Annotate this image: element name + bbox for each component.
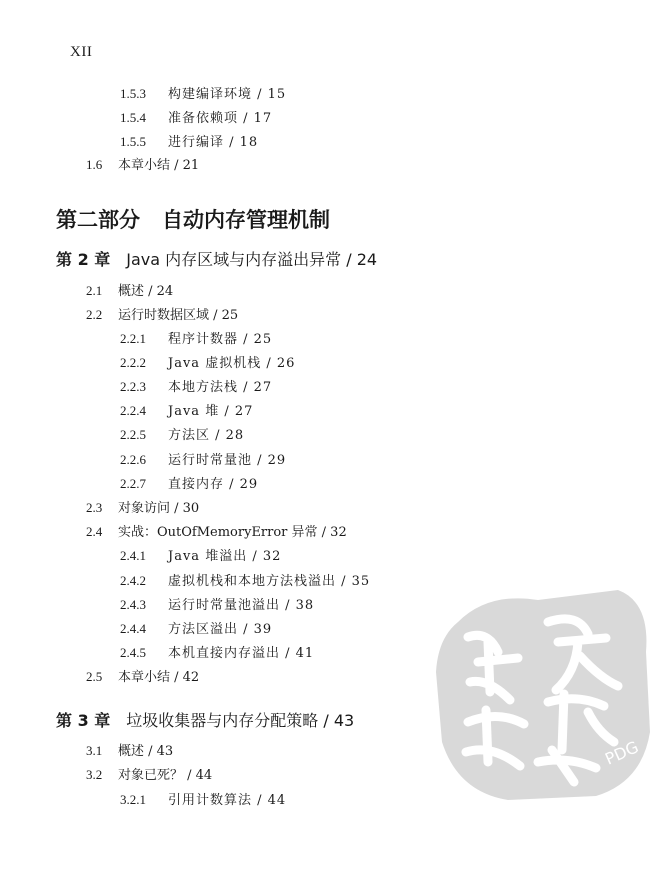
toc-entry bbox=[120, 86, 286, 103]
toc-entry-number: 2.2.2 bbox=[120, 355, 146, 370]
toc-entry-title: 程序计数器 / 25 bbox=[168, 332, 273, 347]
pdg-watermark bbox=[428, 582, 654, 804]
toc-entry bbox=[86, 500, 199, 517]
toc-entry bbox=[120, 331, 272, 348]
toc-entry bbox=[120, 452, 286, 469]
toc-entry-title: 进行编译 / 18 bbox=[168, 135, 259, 150]
toc-entry-number: 2.4 bbox=[86, 524, 103, 539]
toc-entry-title: 方法区 / 28 bbox=[168, 428, 245, 443]
toc-entry-title: 运行时数据区域 / 25 bbox=[118, 308, 239, 323]
toc-entry-title: 方法区溢出 / 39 bbox=[168, 622, 273, 637]
toc-entry bbox=[120, 476, 258, 493]
toc-entry-title: 对象访问 / 30 bbox=[118, 501, 200, 516]
toc-entry-number: 2.4.4 bbox=[120, 621, 146, 636]
toc-entry-number: 2.2.1 bbox=[120, 331, 146, 346]
toc-entry bbox=[86, 307, 238, 324]
toc-entry-number: 2.2.4 bbox=[120, 403, 146, 418]
toc-entry-number: 3.2.1 bbox=[120, 792, 146, 807]
part-label: 第二部分 bbox=[56, 208, 140, 232]
toc-entry-title: Java 虚拟机栈 / 26 bbox=[168, 356, 296, 371]
chapter-title: 垃圾收集器与内存分配策略 / 43 bbox=[126, 711, 355, 730]
toc-entry bbox=[120, 110, 272, 127]
toc-entry-number: 2.2.3 bbox=[120, 379, 146, 394]
toc-entry bbox=[86, 157, 199, 174]
toc-entry-title: 构建编译环境 / 15 bbox=[168, 87, 287, 102]
toc-entry bbox=[86, 524, 347, 541]
toc-entry-number: 1.6 bbox=[86, 157, 103, 172]
toc-entry bbox=[86, 669, 199, 686]
toc-entry bbox=[120, 645, 314, 662]
toc-entry bbox=[120, 355, 295, 372]
toc-entry-title: 概述 / 24 bbox=[118, 284, 174, 299]
toc-entry-number: 2.4.3 bbox=[120, 597, 146, 612]
toc-entry-number: 1.5.5 bbox=[120, 134, 146, 149]
toc-entry-title: 虚拟机栈和本地方法栈溢出 / 35 bbox=[168, 574, 371, 589]
toc-entry-number: 2.2.5 bbox=[120, 427, 146, 442]
toc-entry bbox=[120, 134, 258, 151]
toc-entry-title: Java 堆溢出 / 32 bbox=[168, 549, 282, 564]
toc-entry bbox=[86, 743, 173, 760]
watermark-text: PDG bbox=[602, 737, 642, 769]
toc-entry-title: 运行时常量池溢出 / 38 bbox=[168, 598, 315, 613]
toc-entry bbox=[120, 597, 314, 614]
toc-entry-number: 3.2 bbox=[86, 767, 103, 782]
toc-entry-number: 2.2 bbox=[86, 307, 103, 322]
toc-entry-number: 2.4.2 bbox=[120, 573, 146, 588]
toc-entry-number: 2.4.5 bbox=[120, 645, 146, 660]
toc-entry bbox=[120, 548, 281, 565]
toc-entry-title: 对象已死？ / 44 bbox=[118, 768, 213, 783]
toc-entry bbox=[120, 379, 272, 396]
chapter-label: 第 3 章 bbox=[56, 711, 111, 730]
toc-entry-title: 准备依赖项 / 17 bbox=[168, 111, 273, 126]
toc-entry-title: 直接内存 / 29 bbox=[168, 477, 259, 492]
toc-entry-number: 3.1 bbox=[86, 743, 103, 758]
toc-entry-title: 引用计数算法 / 44 bbox=[168, 793, 287, 808]
toc-entry-title: Java 堆 / 27 bbox=[168, 404, 254, 419]
chapter-title: Java 内存区域与内存溢出异常 / 24 bbox=[126, 250, 378, 269]
toc-entry-title: 概述 / 43 bbox=[118, 744, 174, 759]
toc-entry bbox=[120, 427, 244, 444]
toc-entry bbox=[86, 767, 212, 784]
toc-entry-title: 运行时常量池 / 29 bbox=[168, 453, 287, 468]
toc-entry-title: 本章小结 / 21 bbox=[118, 158, 200, 173]
part-heading bbox=[56, 204, 330, 234]
toc-entry-title: 本机直接内存溢出 / 41 bbox=[168, 646, 315, 661]
toc-entry bbox=[120, 573, 370, 590]
toc-entry bbox=[86, 283, 173, 300]
toc-entry-number: 2.4.1 bbox=[120, 548, 146, 563]
chapter-label: 第 2 章 bbox=[56, 250, 111, 269]
toc-entry-number: 2.3 bbox=[86, 500, 103, 515]
chapter-heading bbox=[56, 247, 377, 270]
toc-entry-title: 实战：OutOfMemoryError 异常 / 32 bbox=[118, 525, 347, 540]
toc-entry-number: 2.1 bbox=[86, 283, 103, 298]
toc-entry-title: 本地方法栈 / 27 bbox=[168, 380, 273, 395]
watermark-shape bbox=[436, 590, 650, 800]
toc-entry-number: 2.2.7 bbox=[120, 476, 146, 491]
toc-entry-title: 本章小结 / 42 bbox=[118, 670, 200, 685]
toc-entry-number: 2.5 bbox=[86, 669, 103, 684]
part-title: 自动内存管理机制 bbox=[162, 208, 330, 232]
chapter-heading bbox=[56, 708, 354, 731]
toc-entry bbox=[120, 792, 286, 809]
toc-entry-number: 2.2.6 bbox=[120, 452, 146, 467]
page-number: XII bbox=[70, 44, 93, 60]
toc-entry-number: 1.5.4 bbox=[120, 110, 146, 125]
toc-entry bbox=[120, 403, 253, 420]
toc-entry-number: 1.5.3 bbox=[120, 86, 146, 101]
toc-entry bbox=[120, 621, 272, 638]
